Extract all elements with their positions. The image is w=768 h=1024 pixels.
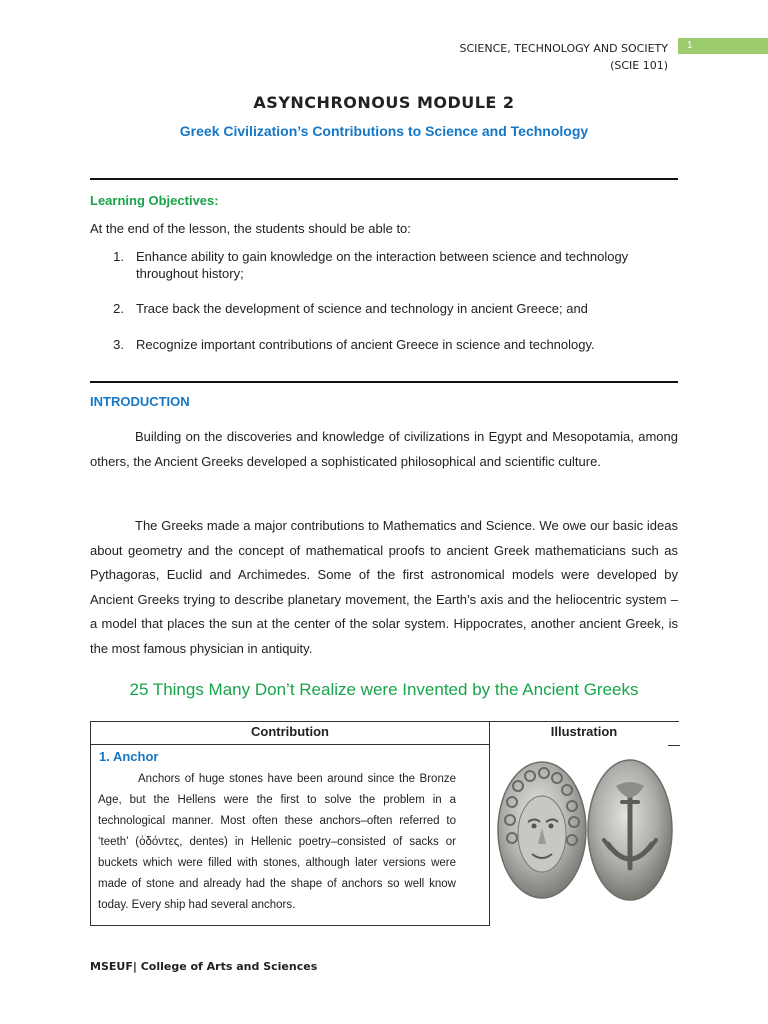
course-code: (SCIE 101) (610, 59, 668, 72)
divider-middle (90, 381, 678, 383)
module-title: ASYNCHRONOUS MODULE 2 (253, 93, 515, 112)
objective-item-1 (100, 248, 680, 282)
introduction-paragraph-1: Building on the discoveries and knowledge of civilizations in Egypt and Mesopotamia, among others, the Ancient Greeks developed a sophisticated philosophical and scientific culture. (90, 429, 678, 469)
divider-top (90, 178, 678, 180)
objectives-heading: Learning Objectives: (90, 193, 219, 208)
course-header (268, 40, 668, 74)
objectives-intro: At the end of the lesson, the students should be able to: (90, 221, 411, 236)
table-row-anchor (90, 744, 490, 926)
objective-item-3 (100, 336, 680, 353)
table-header-illustration (489, 721, 679, 745)
page-number: 1 (687, 40, 693, 51)
introduction-paragraph-2: The Greeks made a major contributions to Mathematics and Science. We owe our basic ideas about geometry and the concept of mathematical proofs to ancient Greek mathematicians such as Pythagoras, Euclid and Archimedes. Some of the first astronomical models were developed by Ancient Greeks trying to describe planetary movement, the Earth’s axis and the heliocentric system – a model that places the sun at the center of the solar system. Hippocrates, another ancient Greek, is the most famous physician in antiquity. (90, 518, 678, 656)
objective-number: 2. (113, 301, 124, 316)
objective-text-line: Enhance ability to gain knowledge on the interaction between science and technology (136, 249, 629, 264)
objective-text-line: Trace back the development of science and technology in ancient Greece; and (136, 301, 588, 316)
column-header: Illustration (550, 724, 618, 739)
footer-org: MSEUF (90, 960, 133, 973)
anchor-coin-illustration (492, 746, 677, 916)
contribution-description: Anchors of huge stones have been around since the Bronze Age, but the Hellens were the first to solve the problem in a technological manner. Most often these anchors–often referred to ‘teeth’ (ὀδόντες, dentes) in Hellenic poetry–consisted of sacks or buckets which were filled with stones, although later versions were made of stone and already had the shape of anchors so well know today. Every ship had several anchors. (98, 773, 456, 911)
inventions-heading: 25 Things Many Don’t Realize were Invented by the Ancient Greeks (129, 680, 639, 699)
course-title: SCIENCE, TECHNOLOGY AND SOCIETY (459, 42, 668, 55)
column-header: Contribution (251, 724, 329, 739)
module-subtitle: Greek Civilization’s Contributions to Science and Technology (179, 123, 589, 139)
footer (90, 960, 317, 973)
objective-number: 3. (113, 337, 124, 352)
objective-text-line: Recognize important contributions of ancient Greece in science and technology. (136, 337, 595, 352)
coin-image (492, 746, 677, 916)
footer-separator: | (132, 960, 141, 973)
objective-item-2 (100, 300, 680, 317)
table-header-contribution (90, 721, 490, 745)
page-number-tab (678, 38, 768, 54)
footer-college: College of Arts and Sciences (140, 960, 318, 973)
contribution-title: 1. Anchor (99, 749, 159, 764)
objective-text-line: throughout history; (136, 266, 244, 281)
objective-number: 1. (113, 249, 124, 264)
introduction-heading: INTRODUCTION (90, 394, 190, 409)
